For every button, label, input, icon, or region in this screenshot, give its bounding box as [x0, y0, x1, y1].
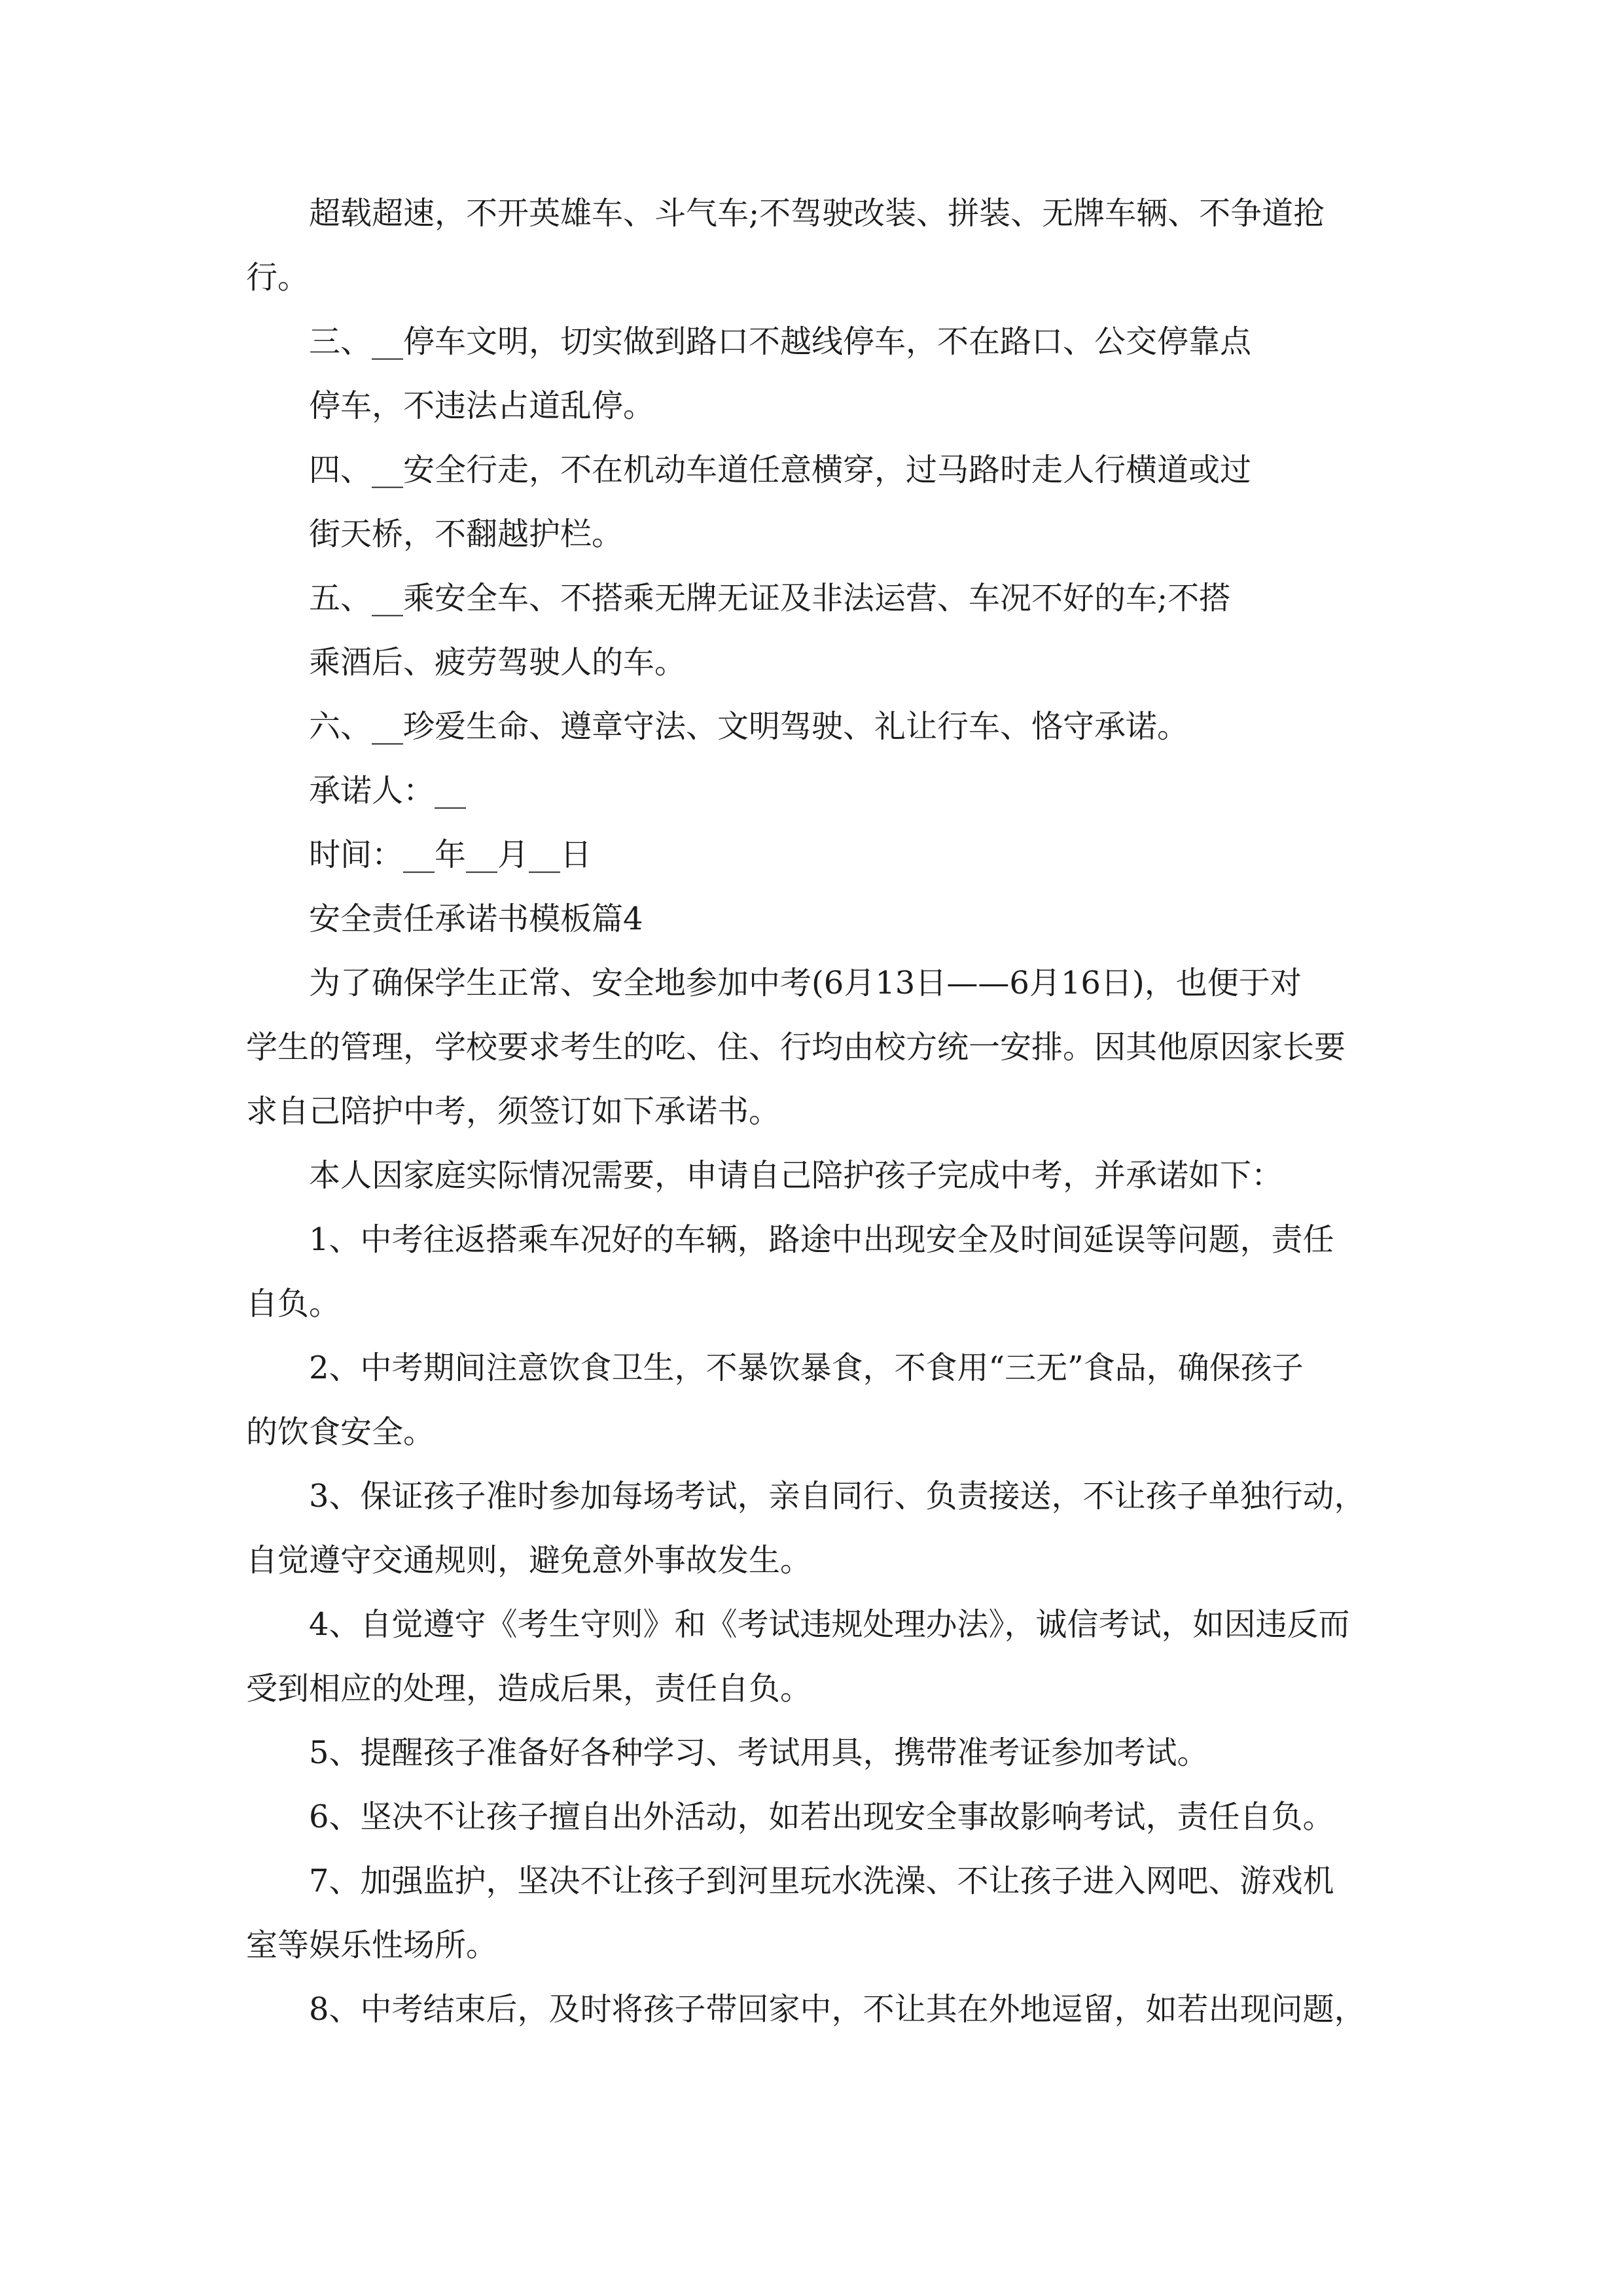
list-item: 4、自觉遵守《考生守则》和《考试违规处理办法》，诚信考试，如因违反而	[309, 1606, 1350, 1643]
list-item: 8、中考结束后，及时将孩子带回家中，不让其在外地逗留，如若出现问题，	[309, 1991, 1366, 2028]
text-line: 室等娱乐性场所。	[246, 1927, 498, 1964]
text-line: 六、__珍爱生命、遵章守法、文明驾驶、礼让行车、恪守承诺。	[309, 708, 1189, 745]
text-line: 本人因家庭实际情况需要，申请自己陪护孩子完成中考，并承诺如下：	[309, 1157, 1283, 1194]
text-line: 自负。	[246, 1285, 341, 1322]
text-line: 超载超速，不开英雄车、斗气车;不驾驶改装、拼装、无牌车辆、不争道抢	[309, 195, 1325, 232]
text-line: 学生的管理，学校要求考生的吃、住、行均由校方统一安排。因其他原因家长要	[246, 1029, 1346, 1066]
text-line: 受到相应的处理，造成后果，责任自负。	[246, 1670, 812, 1707]
text-line: 乘酒后、疲劳驾驶人的车。	[309, 644, 687, 681]
text-line: 自觉遵守交通规则，避免意外事故发生。	[246, 1542, 812, 1579]
signatory-line: 承诺人：__	[309, 772, 467, 809]
list-item: 1、中考往返搭乘车况好的车辆，路途中出现安全及时间延误等问题，责任	[309, 1221, 1334, 1258]
date-line: 时间：__年__月__日	[309, 836, 592, 873]
text-line: 的饮食安全。	[246, 1414, 435, 1450]
text-line: 街天桥，不翻越护栏。	[309, 516, 624, 552]
list-item: 6、坚决不让孩子擅自出外活动，如若出现安全事故影响考试，责任自负。	[309, 1799, 1334, 1835]
list-item: 7、加强监护，坚决不让孩子到河里玩水洗澡、不让孩子进入网吧、游戏机	[309, 1863, 1334, 1899]
text-line: 求自己陪护中考，须签订如下承诺书。	[246, 1093, 781, 1130]
list-item: 3、保证孩子准时参加每场考试，亲自同行、负责接送，不让孩子单独行动，	[309, 1478, 1366, 1515]
text-line: 行。	[246, 259, 310, 296]
text-line: 为了确保学生正常、安全地参加中考(6月13日——6月16日)，也便于对	[309, 965, 1302, 1001]
list-item: 5、提醒孩子准备好各种学习、考试用具，携带准考证参加考试。	[309, 1734, 1209, 1771]
text-line: 五、__乘安全车、不搭乘无牌无证及非法运营、车况不好的车;不搭	[309, 580, 1231, 617]
text-line: 停车，不违法占道乱停。	[309, 387, 655, 424]
text-line: 三、__停车文明，切实做到路口不越线停车，不在路口、公交停靠点	[309, 323, 1252, 360]
section-title: 安全责任承诺书模板篇4	[309, 901, 643, 937]
list-item: 2、中考期间注意饮食卫生，不暴饮暴食，不食用“三无”食品，确保孩子	[309, 1350, 1304, 1386]
text-line: 四、__安全行走，不在机动车道任意横穿，过马路时走人行横道或过	[309, 452, 1252, 488]
